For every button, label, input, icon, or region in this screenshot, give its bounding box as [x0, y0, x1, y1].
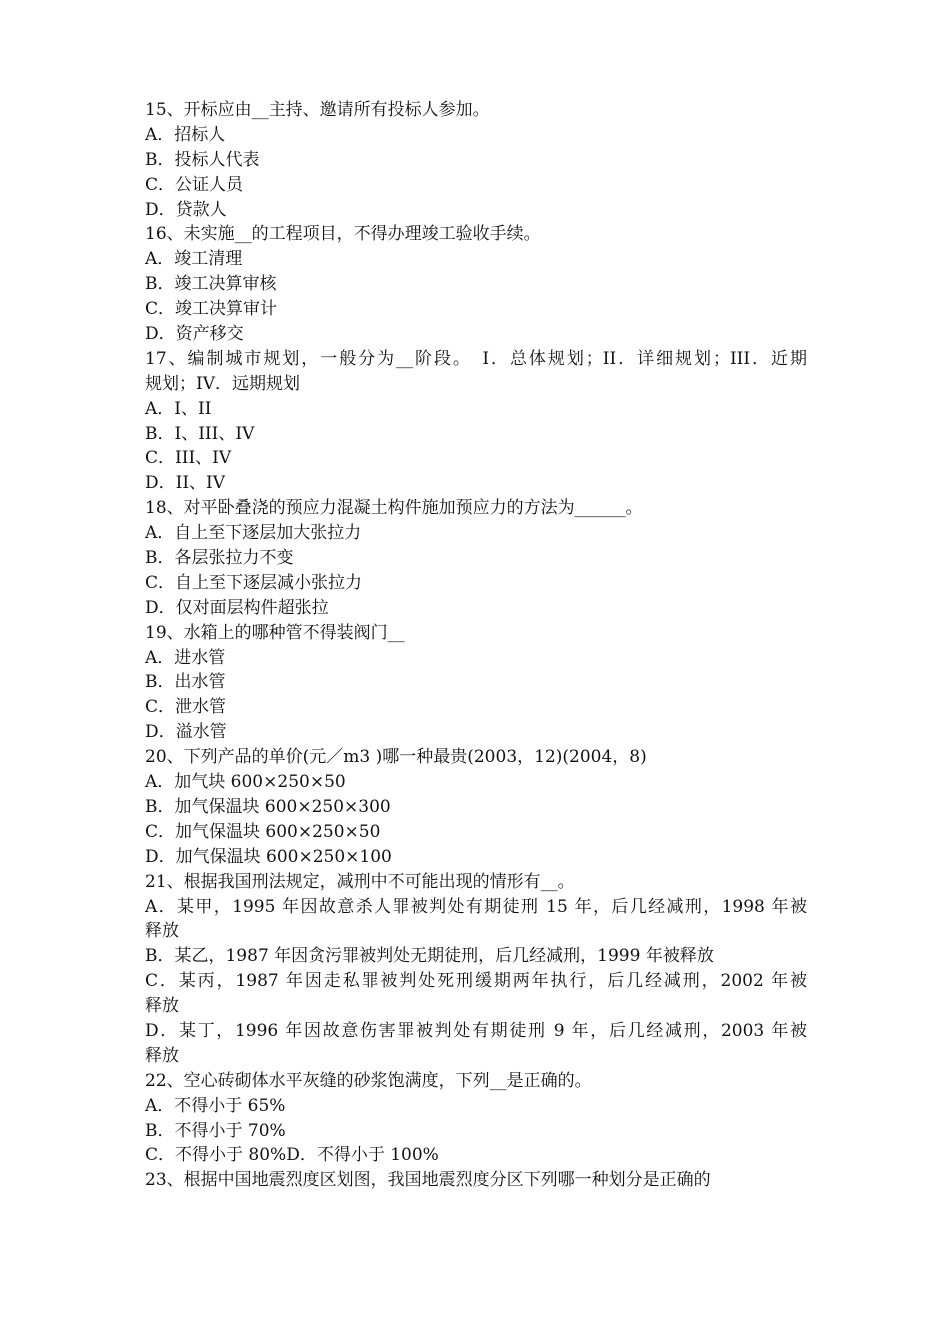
text-line: A．I、II [145, 398, 212, 419]
text-line: 释放 [145, 996, 179, 1017]
text-line: C．III、IV [145, 448, 232, 469]
text-line: C．自上至下逐层减小张拉力 [145, 572, 363, 593]
text-line: D．II、IV [145, 473, 226, 494]
text-line: A．加气块 600×250×50 [145, 772, 346, 793]
text-line: B．不得小于 70% [145, 1120, 286, 1141]
text-line: 释放 [145, 921, 179, 942]
text-line: A．进水管 [145, 647, 226, 668]
text-line: 规划；IV．远期规划 [145, 373, 300, 394]
text-line: D．某丁，1996 年因故意伤害罪被判处有期徒刑 9 年，后几经减刑，2003 年被 [145, 1020, 807, 1041]
text-line: 20、下列产品的单价(元／m3 )哪一种最贵(2003，12)(2004，8) [145, 747, 647, 768]
text-line: B．各层张拉力不变 [145, 548, 294, 569]
text-line: C．泄水管 [145, 697, 227, 718]
document-body [145, 98, 807, 1193]
text-line: D．加气保温块 600×250×100 [145, 846, 392, 867]
text-line: C．某丙，1987 年因走私罪被判处死刑缓期两年执行，后几经减刑，2002 年被 [145, 971, 807, 992]
text-line: D．溢水管 [145, 722, 227, 743]
text-line: 18、对平卧叠浇的预应力混凝土构件施加预应力的方法为______。 [145, 498, 643, 519]
text-line: B．加气保温块 600×250×300 [145, 796, 391, 817]
text-line: B．投标人代表 [145, 149, 260, 170]
text-line: 21、根据我国刑法规定，减刑中不可能出现的情形有__。 [145, 871, 575, 892]
text-line: 15、开标应由__主持、邀请所有投标人参加。 [145, 100, 490, 120]
text-line: A．不得小于 65% [145, 1095, 286, 1116]
text-line: B．某乙，1987 年因贪污罪被判处无期徒刑，后几经减刑，1999 年被释放 [145, 946, 714, 967]
text-line: C．不得小于 80%D．不得小于 100% [145, 1145, 439, 1166]
text-line: 16、未实施__的工程项目，不得办理竣工验收手续。 [145, 224, 541, 245]
text-line: C．公证人员 [145, 174, 244, 195]
text-line: C．竣工决算审计 [145, 299, 278, 320]
text-line: B．竣工决算审核 [145, 274, 277, 295]
text-line: 19、水箱上的哪种管不得装阀门__ [145, 622, 405, 643]
text-line: B．I、III、IV [145, 423, 255, 444]
text-line: D．仅对面层构件超张拉 [145, 597, 329, 618]
text-line: 释放 [145, 1045, 179, 1066]
text-line: A．招标人 [145, 124, 226, 145]
text-line: D．贷款人 [145, 199, 227, 220]
text-line: 17、编制城市规划，一般分为__阶段。 I．总体规划；II．详细规划；III．近期 [145, 348, 807, 369]
text-line: A．某甲，1995 年因故意杀人罪被判处有期徒刑 15 年，后几经减刑，1998 年被 [145, 896, 807, 917]
text-line: A．自上至下逐层加大张拉力 [145, 523, 362, 544]
text-line: A．竣工清理 [145, 249, 243, 270]
text-line: B．出水管 [145, 672, 226, 693]
text-line: C．加气保温块 600×250×50 [145, 821, 381, 842]
text-line: 22、空心砖砌体水平灰缝的砂浆饱满度，下列__是正确的。 [145, 1070, 592, 1091]
text-line: 23、根据中国地震烈度区划图，我国地震烈度分区下列哪一种划分是正确的 [145, 1170, 711, 1191]
text-line: D．资产移交 [145, 324, 244, 345]
